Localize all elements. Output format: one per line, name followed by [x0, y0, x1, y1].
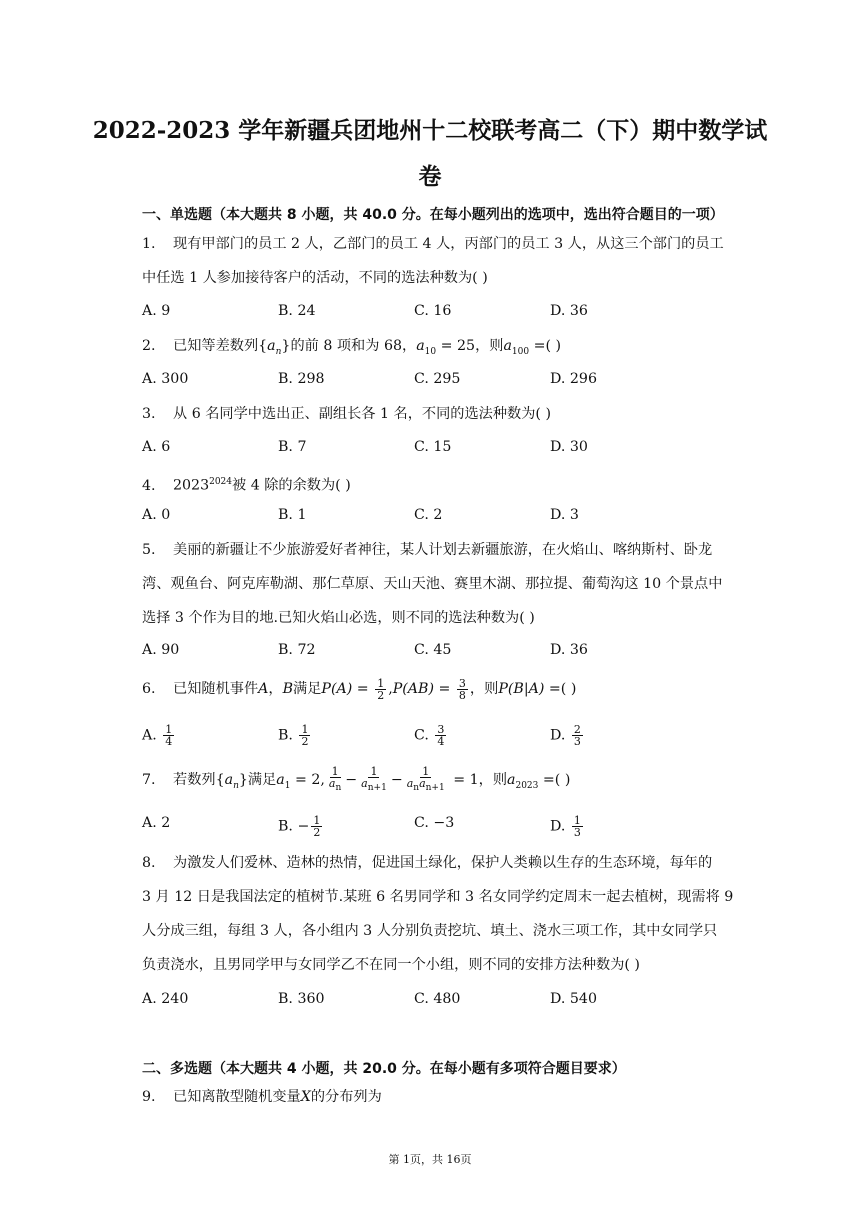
option-c: C. 15 [414, 439, 452, 455]
option-d: D. $\frac{1}{3}$ [550, 814, 581, 839]
text: 的分布列为 [310, 1089, 382, 1105]
math: 2023 [173, 477, 210, 494]
fraction: $\frac{1}{a_n}$ [328, 764, 342, 794]
math: A [258, 681, 269, 697]
math: a [503, 338, 512, 354]
option-d: D. 36 [550, 303, 588, 319]
option-b: B. 360 [278, 991, 325, 1007]
text: − [345, 772, 358, 788]
question-7-options [142, 815, 752, 839]
option-b: B. 7 [278, 439, 307, 455]
fraction: $\frac{1}{2}$ [377, 676, 385, 702]
option-c: C. 480 [414, 991, 461, 1007]
math: P(B|A) [498, 681, 545, 697]
question-text-cont: 3 月 12 日是我国法定的植树节.某班 6 名男同学和 3 名女同学约定周末一起去植树，现需将 9 [142, 889, 734, 905]
option-d: D. $\frac{2}{3}$ [550, 723, 581, 748]
question-number: 2. [142, 338, 156, 354]
question-2-options [142, 371, 752, 395]
option-c: C. $\frac{3}{4}$ [414, 723, 445, 748]
math: a [507, 772, 516, 788]
text: =( ) [529, 338, 562, 354]
question-number: 6. [142, 681, 156, 697]
question-4 [142, 465, 752, 503]
question-text: 现有甲部门的员工 2 人，乙部门的员工 4 人，丙部门的员工 3 人，从这三个部门的员工 [173, 236, 724, 252]
question-text: 美丽的新疆让不少旅游爱好者神往，某人计划去新疆旅游，在火焰山、喀纳斯村、卧龙 [173, 542, 713, 558]
option-b: B. 298 [278, 371, 325, 387]
question-6-options [142, 724, 752, 748]
question-text-cont: 负责浇水，且男同学甲与女同学乙不在同一个小组，则不同的安排方法种数为( ) [142, 957, 640, 973]
question-text-cont: 选择 3 个作为目的地.已知火焰山必选，则不同的选法种数为( ) [142, 610, 535, 626]
question-7 [142, 763, 752, 803]
question-number: 9. [142, 1089, 156, 1105]
exam-title [60, 108, 800, 200]
text: 若数列{ [173, 772, 225, 788]
text: }满足 [238, 772, 277, 788]
option-d: D. 3 [550, 507, 579, 523]
option-a: A. $\frac{1}{4}$ [142, 723, 173, 748]
question-number: 1. [142, 236, 156, 252]
question-8-options [142, 991, 752, 1015]
math-sub: 2023 [515, 780, 539, 791]
math: P(A) = [321, 681, 374, 697]
text: 已知随机事件 [173, 681, 259, 697]
math-sub: 10 [424, 346, 437, 357]
fraction: $\frac{1}{a_na_{n+1}}$ [406, 764, 445, 794]
math-sup: 2024 [209, 477, 233, 487]
question-text-cont: 中任选 1 人参加接待客户的活动，不同的选法种数为( ) [142, 270, 488, 286]
question-number: 5. [142, 542, 156, 558]
section-single-choice: 一、单选题（本大题共 8 小题，共 40.0 分。在每小题列出的选项中，选出符合题目的一项） [142, 207, 724, 223]
question-number: 8. [142, 855, 156, 871]
text: 满足 [293, 681, 322, 697]
question-1-options [142, 303, 752, 327]
math-sub: n [275, 346, 282, 357]
text: = 2, [290, 772, 325, 788]
option-b: B. − $\frac{1}{2}$ [278, 814, 321, 839]
math: a [224, 772, 234, 788]
question-number: 4. [142, 477, 156, 494]
option-c: C. 16 [414, 303, 452, 319]
math-sub: 100 [511, 346, 530, 357]
question-text: 被 4 除的余数为( ) [232, 477, 351, 494]
fraction: $\frac{3}{8}$ [458, 676, 466, 702]
text: = 25，则 [436, 338, 504, 354]
text: }的前 8 项和为 68， [281, 338, 417, 354]
question-9 [142, 1080, 752, 1114]
option-a: A. 9 [142, 303, 171, 319]
question-3-options [142, 439, 752, 463]
option-a: A. 0 [142, 507, 171, 523]
option-a: A. 6 [142, 439, 171, 455]
question-text-cont: 人分成三组，每组 3 人，各小组内 3 人分别负责挖坑、填土、浇水三项工作，其中女同学只 [142, 923, 718, 939]
option-d: D. 30 [550, 439, 588, 455]
option-c: C. 45 [414, 642, 452, 658]
question-text: 从 6 名同学中选出正、副组长各 1 名，不同的选法种数为( ) [173, 406, 551, 422]
text: , [388, 681, 393, 697]
question-number: 7. [142, 772, 156, 788]
option-b: B. 1 [278, 507, 307, 523]
question-5 [142, 533, 752, 635]
fraction: $\frac{1}{a_{n+1}}$ [361, 764, 387, 794]
math-sub: n [233, 780, 239, 791]
option-b: B. 72 [278, 642, 316, 658]
text: 已知离散型随机变量 [173, 1089, 301, 1105]
option-b: B. 24 [278, 303, 316, 319]
option-a: A. 90 [142, 642, 180, 658]
question-8 [142, 846, 752, 982]
math: B [282, 681, 294, 697]
option-d: D. 296 [550, 371, 597, 387]
question-number: 3. [142, 406, 156, 422]
text: ， [268, 681, 283, 697]
question-3 [142, 397, 752, 431]
text: =( ) [538, 772, 571, 788]
text: ，则 [469, 681, 499, 697]
question-6 [142, 672, 752, 706]
question-1 [142, 227, 752, 295]
question-text: 为激发人们爱林、造林的热情，促进国土绿化，保护人类赖以生存的生态环境，每年的 [173, 855, 713, 871]
question-text-cont: 湾、观鱼台、阿克库勒湖、那仁草原、天山天池、赛里木湖、那拉提、葡萄沟这 10 个景点中 [142, 576, 723, 592]
option-a: A. 2 [142, 815, 171, 831]
option-d: D. 540 [550, 991, 597, 1007]
option-c: C. 2 [414, 507, 443, 523]
question-4-options [142, 507, 752, 531]
math: a [416, 338, 425, 354]
text: − [390, 772, 403, 788]
question-2 [142, 329, 752, 369]
math: a [267, 338, 276, 354]
text: =( ) [544, 681, 577, 697]
math: a [276, 772, 285, 788]
option-d: D. 36 [550, 642, 588, 658]
option-b: B. $\frac{1}{2}$ [278, 723, 309, 748]
text: 已知等差数列{ [173, 338, 268, 354]
page-footer: 第 1页，共 16页 [388, 1153, 472, 1166]
option-a: A. 240 [142, 991, 189, 1007]
math: P(AB) = [392, 681, 455, 697]
title-line-1: 2022-2023 学年新疆兵团地州十二校联考高二（下）期中数学试 [92, 117, 768, 144]
option-c: C. −3 [414, 815, 455, 831]
section-multiple-choice: 二、多选题（本大题共 4 小题，共 20.0 分。在每小题有多项符合题目要求） [142, 1061, 626, 1077]
math-sub: 1 [284, 780, 291, 791]
question-5-options [142, 642, 752, 666]
option-a: A. 300 [142, 371, 189, 387]
math: X [300, 1089, 311, 1105]
title-line-2: 卷 [418, 163, 442, 190]
option-c: C. 295 [414, 371, 461, 387]
text: = 1，则 [448, 772, 508, 788]
